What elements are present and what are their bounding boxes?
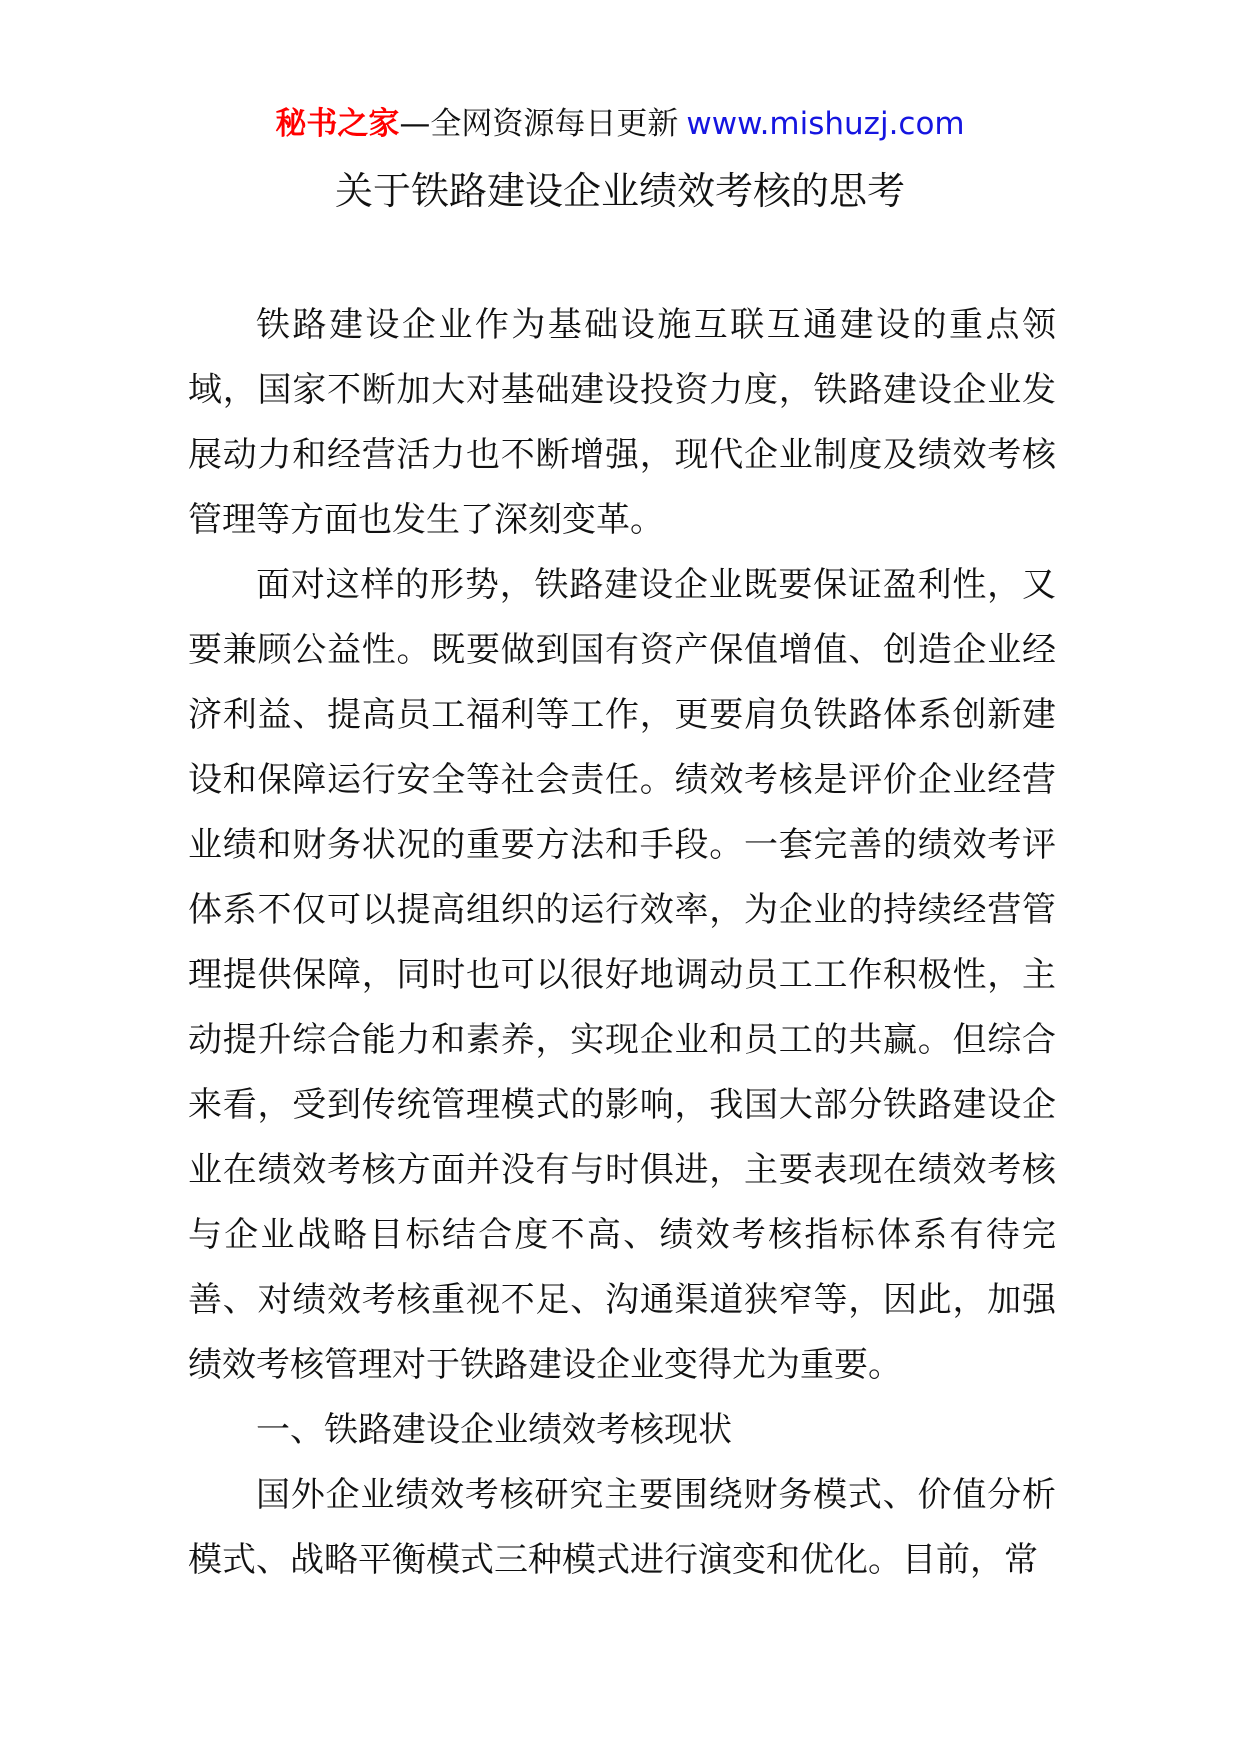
site-name: 秘书之家 <box>275 106 400 142</box>
document-body <box>188 293 1056 1593</box>
site-header <box>0 104 1240 144</box>
site-slogan: —全网资源每日更新 <box>399 106 679 142</box>
document-title: 关于铁路建设企业绩效考核的思考 <box>334 169 905 213</box>
body-paragraph-1: 铁路建设企业作为基础设施互联互通建设的重点领域，国家不断加大对基础建设投资力度，铁路建设企业发展动力和经营活力也不断增强，现代企业制度及绩效考核管理等方面也发生了深刻变革。 <box>188 305 1056 540</box>
site-url-link[interactable]: www.mishuzj.com <box>686 106 965 142</box>
section-paragraph-1: 国外企业绩效考核研究主要围绕财务模式、价值分析模式、战略平衡模式三种模式进行演变和优化。目前，常 <box>188 1475 1056 1580</box>
body-paragraph-2: 面对这样的形势，铁路建设企业既要保证盈利性，又要兼顾公益性。既要做到国有资产保值增值、创造企业经济利益、提高员工福利等工作，更要肩负铁路体系创新建设和保障运行安全等社会责任。绩效考核是评价企业经营业绩和财务状况的重要方法和手段。一套完善的绩效考评体系不仅可以提高组织的运行效率，为企业的持续经营管理提供保障，同时也可以很好地调动员工工作积极性，主动提升综合能力和素养，实现企业和员工的共赢。但综合来看，受到传统管理模式的影响，我国大部分铁路建设企业在绩效考核方面并没有与时俱进，主要表现在绩效考核与企业战略目标结合度不高、绩效考核指标体系有待完善、对绩效考核重视不足、沟通渠道狭窄等，因此，加强绩效考核管理对于铁路建设企业变得尤为重要。 <box>188 565 1056 1385</box>
section-heading: 一、铁路建设企业绩效考核现状 <box>256 1410 732 1450</box>
